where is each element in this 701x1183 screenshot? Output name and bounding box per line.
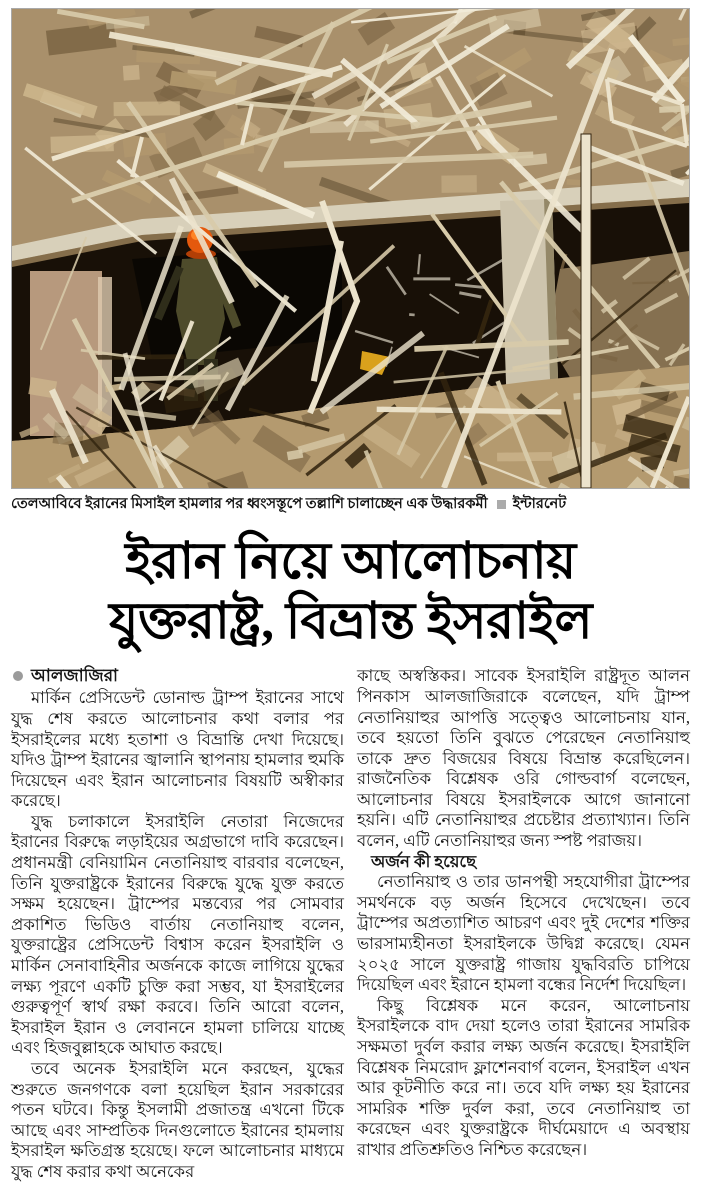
photo-caption-text: তেলআবিবে ইরানের মিসাইল হামলার পর ধ্বংসস্তূপে তল্লাশি চালাচ্ছেন এক উদ্ধারকর্মী <box>11 495 488 513</box>
byline-source: আলজাজিরা <box>31 666 118 686</box>
article-paragraph: কিছু বিশ্লেষক মনে করেন, আলোচনায় ইসরাইলকে বাদ দেয়া হলেও তারা ইরানের সামরিক সক্ষমতা দুর্বল করার লক্ষ্য অর্জন করেছে। ইসরাইলি বিশ্লেষক নিমরোদ ফ্লাশেনবার্গ বলেন, ইসরাইল এখন আর কূটনীতি করে না। তবে যদি লক্ষ্য হয় ইরানের সামরিক শক্তি দুর্বল করা, তবে নেতানিয়াহু তা করেছেন এবং যুক্তরাষ্ট্রকে দীর্ঘমেয়াদে এ অবস্থায় রাখার প্রতিশ্রুতিও নিশ্চিত করেছেন। <box>357 996 690 1161</box>
article-column-left <box>11 666 344 1182</box>
article-paragraph: যুদ্ধ চলাকালে ইসরাইলি নেতারা নিজেদের ইরানের বিরুদ্ধে লড়াইয়ের অগ্রভাগে দাবি করেছেন। প্রধানমন্ত্রী বেনিয়ামিন নেতানিয়াহু বারবার বলেছেন, তিনি যুক্তরাষ্ট্রকে ইরানের বিরুদ্ধে যুদ্ধে যুক্ত করতে সক্ষম হয়েছেন। ট্রাম্পের মন্তব্যের পর সোমবার প্রকাশিত ভিডিও বার্তায় নেতানিয়াহু বলেন, যুক্তরাষ্ট্রের প্রেসিডেন্ট বিশ্বাস করেন ইসরাইলি ও মার্কিন সেনাবাহিনীর অর্জনকে কাজে লাগিয়ে যুদ্ধের লক্ষ্য পূরণে একটি চুক্তি করা সম্ভব, যা ইসরাইলের গুরুত্বপূর্ণ স্বার্থ রক্ষা করবে। তিনি আরো বলেন, ইসরাইল ইরান ও লেবাননে হামলা চালিয়ে যাচ্ছে এবং হিজবুল্লাহকে আঘাত করছে। <box>11 812 344 1059</box>
byline-bullet-icon <box>13 671 23 681</box>
article-paragraph: মার্কিন প্রেসিডেন্ট ডোনাল্ড ট্রাম্প ইরানের সাথে যুদ্ধ শেষ করতে আলোচনার কথা বলার পর ইসরাইলের মধ্যে হতাশা ও বিভ্রান্তি দেখা দিয়েছে। যদিও ট্রাম্প ইরানের জ্বালানি স্থাপনায় হামলার হুমকি দিয়েছেন এবং ইরান আলোচনার বিষয়টি অস্বীকার করেছে। <box>11 688 344 812</box>
right-column-paragraphs <box>357 666 690 1160</box>
left-column-paragraphs <box>11 688 344 1182</box>
article-body <box>11 666 690 1182</box>
headline-line-1: ইরান নিয়ে আলোচনায় <box>11 533 690 593</box>
article-paragraph: কাছে অস্বস্তিকর। সাবেক ইসরাইলি রাষ্ট্রদূত আলন পিনকাস আলজাজিরাকে বলেছেন, যদি ট্রাম্প নেতানিয়াহুর আপত্তি সত্ত্বেও আলোচনায় যান, তবে হয়তো তিনি বুঝতে পেরেছেন নেতানিয়াহু তাকে দ্রুত বিজয়ের বিষয়ে বিভ্রান্ত করেছিলেন। রাজনৈতিক বিশ্লেষক ওরি গোল্ডবার্গ বলেছেন, আলোচনার বিষয়ে ইসরাইলকে আগে জানানো হয়নি। এটি নেতানিয়াহুর প্রচেষ্টার প্রত্যাখ্যান। তিনি বলেন, এটি নেতানিয়াহুর জন্য স্পষ্ট পরাজয়। <box>357 666 690 851</box>
photo-credit: ইন্টারনেট <box>513 495 567 513</box>
article-column-right <box>357 666 690 1182</box>
rubble-photo-illustration <box>12 9 689 488</box>
photo-caption <box>11 495 690 513</box>
article-paragraph: তবে অনেক ইসরাইলি মনে করছেন, যুদ্ধের শুরুতে জনগণকে বলা হয়েছিল ইরান সরকারের পতন ঘটবে। কিন্তু ইসলামী প্রজাতন্ত্র এখনো টিকে আছে এবং সাম্প্রতিক দিনগুলোতে ইরানের হামলায় ইসরাইল ক্ষতিগ্রস্ত হয়েছে। ফলে আলোচনার মাধ্যমে যুদ্ধ শেষ করার কথা অনেকের <box>11 1059 344 1183</box>
headline-line-2: যুক্তরাষ্ট্র, বিভ্রান্ত ইসরাইল <box>11 593 690 653</box>
article-headline <box>11 533 690 652</box>
article-photo <box>11 8 690 489</box>
section-subhead: অর্জন কী হয়েছে <box>357 852 690 873</box>
byline <box>13 666 344 686</box>
article-paragraph: নেতানিয়াহু ও তার ডানপন্থী সহযোগীরা ট্রাম্পের সমর্থনকে বড় অর্জন হিসেবে দেখেছেন। তবে ট্রাম্পের অপ্রত্যাশিত আচরণ এবং দুই দেশের শক্তির ভারসাম্যহীনতা ইসরাইলকে উদ্বিগ্ন করেছে। যেমন ২০২৫ সালে যুক্তরাষ্ট্র গাজায় যুদ্ধবিরতি চাপিয়ে দিয়েছিল এবং ইরানে হামলা বন্ধের নির্দেশ দিয়েছিল। <box>357 872 690 996</box>
credit-separator-icon <box>497 500 506 509</box>
